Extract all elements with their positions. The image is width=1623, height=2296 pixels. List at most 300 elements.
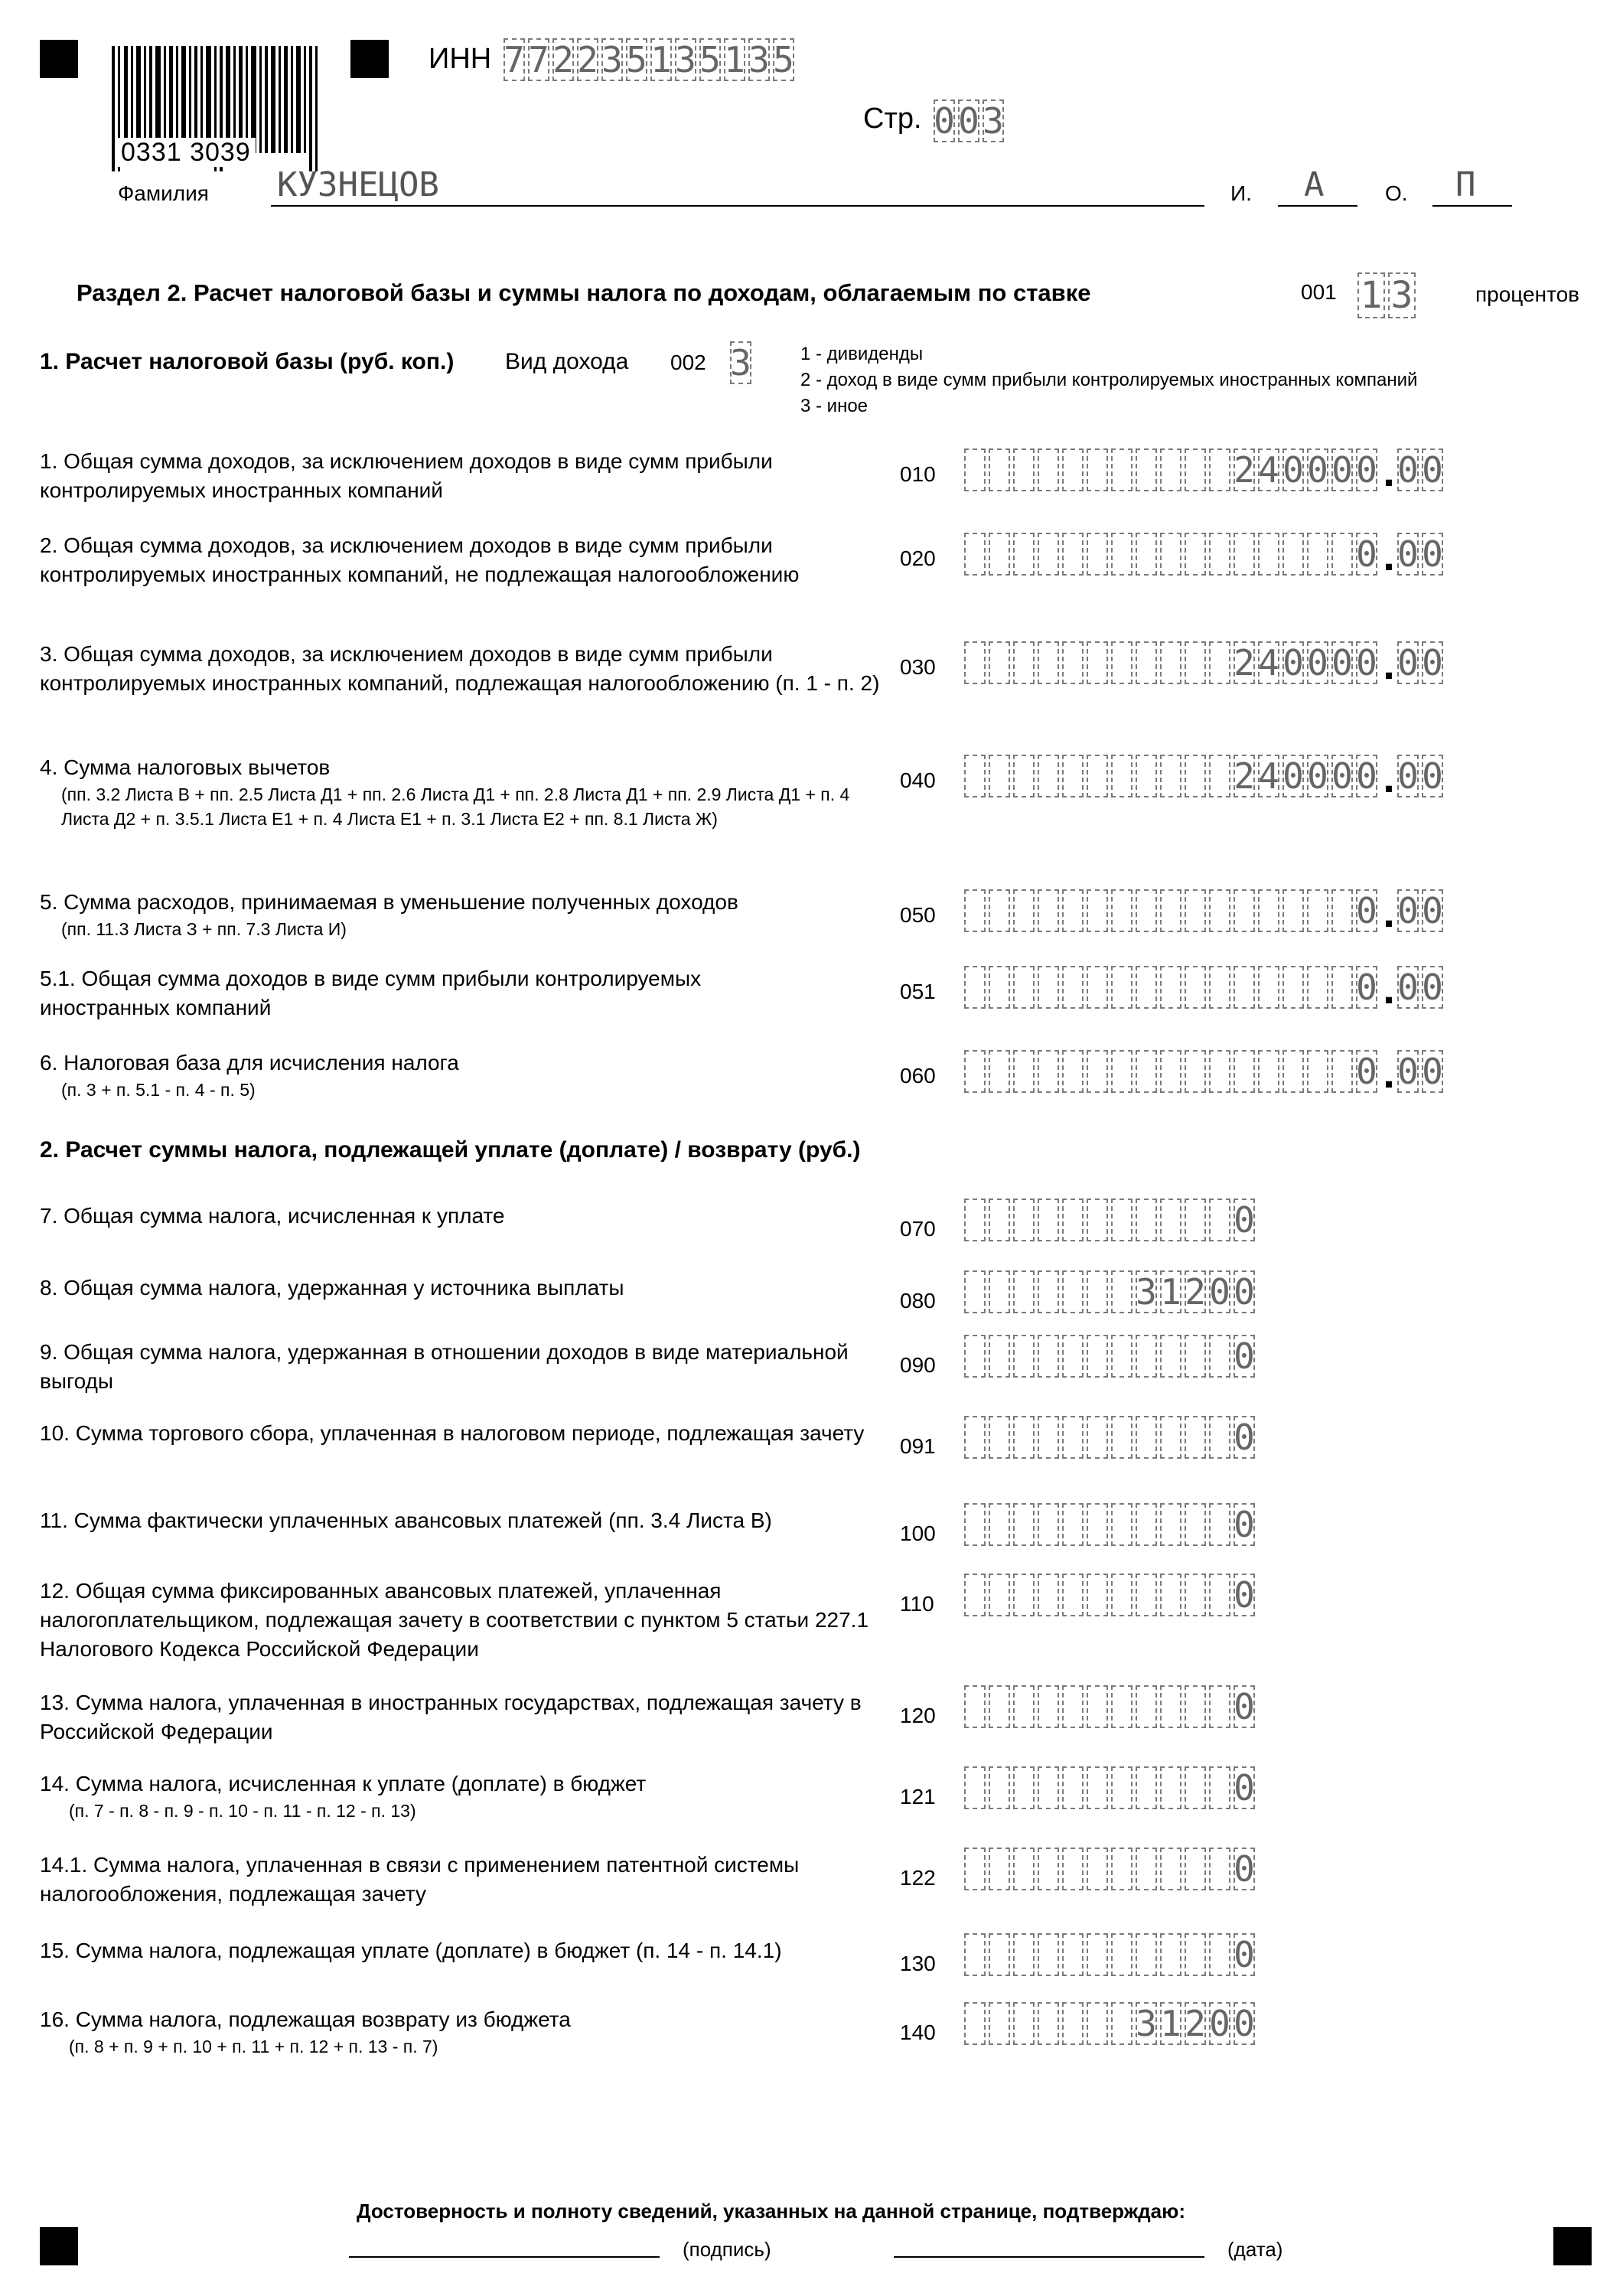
digit-cell[interactable]	[1209, 1933, 1230, 1976]
digit-cell[interactable]: 1	[724, 39, 745, 80]
digit-cell[interactable]	[1307, 966, 1328, 1009]
digit-cell[interactable]	[989, 533, 1010, 576]
digit-cell[interactable]	[1160, 533, 1181, 576]
digit-cell[interactable]	[1087, 889, 1108, 932]
digit-cell[interactable]	[1209, 1685, 1230, 1728]
digit-cell[interactable]	[1062, 1766, 1084, 1809]
digit-cell[interactable]: 0	[1307, 642, 1328, 683]
digit-cell[interactable]: 2	[577, 39, 598, 80]
digit-cell[interactable]	[1185, 533, 1206, 576]
digit-cell[interactable]	[1282, 889, 1304, 932]
digit-cell[interactable]: 0	[1234, 1848, 1255, 1890]
digit-cell[interactable]: 0	[1422, 449, 1443, 491]
digit-cell[interactable]	[1160, 1050, 1181, 1093]
digit-cell[interactable]	[1087, 1335, 1108, 1378]
digit-cell[interactable]	[1234, 889, 1255, 932]
digit-cell[interactable]	[964, 2002, 986, 2045]
digit-cell[interactable]	[989, 1199, 1010, 1241]
digit-cell[interactable]	[1209, 1335, 1230, 1378]
digit-cell[interactable]	[1136, 448, 1157, 491]
digit-cell[interactable]	[1111, 641, 1133, 684]
digit-cell[interactable]: 4	[1258, 642, 1279, 683]
digit-cell[interactable]: 3	[675, 39, 696, 80]
digit-cell[interactable]: 3	[983, 100, 1004, 142]
surname-value[interactable]: КУЗНЕЦОВ	[277, 165, 439, 204]
amount-cells[interactable]	[964, 1270, 1258, 1313]
digit-cell[interactable]: 2	[1234, 449, 1255, 491]
digit-cell[interactable]	[1160, 448, 1181, 491]
digit-cell[interactable]	[1160, 1335, 1181, 1378]
digit-cell[interactable]	[1062, 641, 1084, 684]
digit-cell[interactable]	[1136, 889, 1157, 932]
digit-cell[interactable]	[1038, 641, 1059, 684]
digit-cell[interactable]	[1185, 1574, 1206, 1616]
digit-cell[interactable]	[1062, 1685, 1084, 1728]
digit-cell[interactable]	[1087, 1685, 1108, 1728]
amount-cells[interactable]	[964, 2002, 1258, 2045]
digit-cell[interactable]	[989, 889, 1010, 932]
initial-i-value[interactable]: А	[1304, 165, 1325, 204]
digit-cell[interactable]	[1136, 1685, 1157, 1728]
digit-cell[interactable]	[964, 1685, 986, 1728]
digit-cell[interactable]	[1185, 966, 1206, 1009]
digit-cell[interactable]	[1331, 533, 1353, 576]
digit-cell[interactable]: 0	[1397, 967, 1419, 1008]
digit-cell[interactable]	[1258, 966, 1279, 1009]
digit-cell[interactable]	[1209, 641, 1230, 684]
digit-cell[interactable]	[1087, 1199, 1108, 1241]
digit-cell[interactable]	[1013, 1574, 1035, 1616]
digit-cell[interactable]	[1111, 533, 1133, 576]
digit-cell[interactable]	[1307, 889, 1328, 932]
digit-cell[interactable]	[1111, 1270, 1133, 1313]
amount-cells[interactable]	[964, 1335, 1258, 1378]
digit-cell[interactable]	[1185, 641, 1206, 684]
amount-cells[interactable]	[964, 531, 1446, 579]
signature-line[interactable]	[349, 2256, 660, 2258]
digit-cell[interactable]: 0	[1331, 755, 1353, 797]
digit-cell[interactable]	[964, 889, 986, 932]
digit-cell[interactable]	[1038, 1848, 1059, 1890]
digit-cell[interactable]	[1087, 755, 1108, 797]
digit-cell[interactable]	[1185, 1685, 1206, 1728]
digit-cell[interactable]	[989, 755, 1010, 797]
digit-cell[interactable]	[1038, 1199, 1059, 1241]
digit-cell[interactable]	[964, 1848, 986, 1890]
digit-cell[interactable]	[1038, 966, 1059, 1009]
digit-cell[interactable]	[1062, 1050, 1084, 1093]
digit-cell[interactable]	[964, 1270, 986, 1313]
digit-cell[interactable]: 0	[1422, 890, 1443, 931]
digit-cell[interactable]	[1331, 889, 1353, 932]
digit-cell[interactable]	[1136, 641, 1157, 684]
digit-cell[interactable]	[1038, 1270, 1059, 1313]
digit-cell[interactable]: 0	[1397, 755, 1419, 797]
amount-cells[interactable]	[964, 1503, 1258, 1546]
digit-cell[interactable]	[1013, 755, 1035, 797]
digit-cell[interactable]	[1160, 889, 1181, 932]
digit-cell[interactable]: 0	[1282, 449, 1304, 491]
digit-cell[interactable]	[964, 1933, 986, 1976]
digit-cell[interactable]: 0	[1422, 642, 1443, 683]
digit-cell[interactable]	[1111, 966, 1133, 1009]
digit-cell[interactable]: 4	[1258, 449, 1279, 491]
digit-cell[interactable]	[1185, 1335, 1206, 1378]
digit-cell[interactable]	[1062, 1335, 1084, 1378]
digit-cell[interactable]	[1087, 1766, 1108, 1809]
digit-cell[interactable]	[1160, 1848, 1181, 1890]
digit-cell[interactable]: 0	[1331, 449, 1353, 491]
digit-cell[interactable]: 0	[1209, 1271, 1230, 1313]
digit-cell[interactable]: 0	[1209, 2003, 1230, 2044]
digit-cell[interactable]	[989, 1766, 1010, 1809]
digit-cell[interactable]	[1160, 966, 1181, 1009]
amount-cells[interactable]	[964, 1199, 1258, 1241]
digit-cell[interactable]	[1013, 1270, 1035, 1313]
digit-cell[interactable]: 0	[1422, 533, 1443, 575]
digit-cell[interactable]	[1282, 1050, 1304, 1093]
digit-cell[interactable]	[1087, 1416, 1108, 1459]
digit-cell[interactable]: 0	[1282, 642, 1304, 683]
digit-cell[interactable]	[989, 1503, 1010, 1546]
digit-cell[interactable]	[1160, 1933, 1181, 1976]
digit-cell[interactable]	[1160, 1574, 1181, 1616]
digit-cell[interactable]	[1062, 1416, 1084, 1459]
digit-cell[interactable]	[1136, 1933, 1157, 1976]
digit-cell[interactable]: 3	[1136, 2003, 1157, 2044]
digit-cell[interactable]	[1185, 448, 1206, 491]
digit-cell[interactable]	[989, 1685, 1010, 1728]
digit-cell[interactable]	[1111, 1766, 1133, 1809]
digit-cell[interactable]	[1013, 641, 1035, 684]
digit-cell[interactable]	[1160, 1766, 1181, 1809]
digit-cell[interactable]	[964, 755, 986, 797]
digit-cell[interactable]	[1087, 533, 1108, 576]
amount-cells[interactable]	[964, 964, 1446, 1013]
digit-cell[interactable]: 0	[1234, 1767, 1255, 1808]
digit-cell[interactable]	[964, 1503, 986, 1546]
digit-cell[interactable]: 0	[1234, 1417, 1255, 1458]
digit-cell[interactable]	[1013, 1848, 1035, 1890]
digit-cell[interactable]: 2	[1185, 1271, 1206, 1313]
digit-cell[interactable]: 3	[748, 39, 770, 80]
digit-cell[interactable]	[1038, 1574, 1059, 1616]
digit-cell[interactable]	[1038, 2002, 1059, 2045]
digit-cell[interactable]	[964, 1416, 986, 1459]
digit-cell[interactable]: 1	[650, 39, 672, 80]
digit-cell[interactable]	[1136, 1848, 1157, 1890]
income-type-cell[interactable]: 3	[730, 342, 751, 383]
digit-cell[interactable]: 0	[1234, 1504, 1255, 1545]
digit-cell[interactable]	[1209, 966, 1230, 1009]
digit-cell[interactable]	[1111, 1685, 1133, 1728]
digit-cell[interactable]	[1111, 1574, 1133, 1616]
digit-cell[interactable]	[1087, 1933, 1108, 1976]
digit-cell[interactable]	[1111, 1503, 1133, 1546]
amount-cells[interactable]	[964, 888, 1446, 936]
digit-cell[interactable]: 2	[1234, 642, 1255, 683]
digit-cell[interactable]: 4	[1258, 755, 1279, 797]
digit-cell[interactable]	[1136, 1503, 1157, 1546]
digit-cell[interactable]	[1111, 1933, 1133, 1976]
amount-cells[interactable]	[964, 1766, 1258, 1809]
digit-cell[interactable]	[1038, 448, 1059, 491]
digit-cell[interactable]	[1160, 1503, 1181, 1546]
digit-cell[interactable]	[989, 1270, 1010, 1313]
digit-cell[interactable]: 0	[1307, 755, 1328, 797]
digit-cell[interactable]	[1209, 1848, 1230, 1890]
digit-cell[interactable]	[1038, 1933, 1059, 1976]
digit-cell[interactable]: 5	[773, 39, 794, 80]
digit-cell[interactable]	[989, 966, 1010, 1009]
digit-cell[interactable]	[1062, 533, 1084, 576]
digit-cell[interactable]	[1062, 448, 1084, 491]
digit-cell[interactable]	[989, 1574, 1010, 1616]
digit-cell[interactable]	[1013, 1766, 1035, 1809]
amount-cells[interactable]	[964, 753, 1446, 801]
digit-cell[interactable]	[1185, 755, 1206, 797]
digit-cell[interactable]	[1013, 1503, 1035, 1546]
digit-cell[interactable]	[1013, 1050, 1035, 1093]
digit-cell[interactable]: 0	[1397, 642, 1419, 683]
digit-cell[interactable]	[1209, 1199, 1230, 1241]
amount-cells[interactable]	[964, 1049, 1446, 1097]
digit-cell[interactable]	[989, 1416, 1010, 1459]
digit-cell[interactable]: 0	[1397, 890, 1419, 931]
digit-cell[interactable]	[1136, 1335, 1157, 1378]
digit-cell[interactable]: 0	[1234, 1336, 1255, 1377]
digit-cell[interactable]	[1038, 1503, 1059, 1546]
digit-cell[interactable]	[1013, 1335, 1035, 1378]
digit-cell[interactable]	[1209, 1416, 1230, 1459]
digit-cell[interactable]	[1013, 533, 1035, 576]
digit-cell[interactable]	[1209, 448, 1230, 491]
digit-cell[interactable]	[1087, 1270, 1108, 1313]
digit-cell[interactable]: 0	[1397, 533, 1419, 575]
digit-cell[interactable]	[1013, 1685, 1035, 1728]
date-line[interactable]	[894, 2256, 1204, 2258]
digit-cell[interactable]	[1258, 533, 1279, 576]
digit-cell[interactable]	[1185, 1933, 1206, 1976]
digit-cell[interactable]	[1136, 1050, 1157, 1093]
digit-cell[interactable]: 0	[1356, 1051, 1377, 1092]
digit-cell[interactable]: 3	[1136, 1271, 1157, 1313]
digit-cell[interactable]	[1258, 1050, 1279, 1093]
digit-cell[interactable]	[1087, 448, 1108, 491]
digit-cell[interactable]: 0	[1234, 1199, 1255, 1241]
digit-cell[interactable]	[989, 448, 1010, 491]
digit-cell[interactable]	[1331, 1050, 1353, 1093]
digit-cell[interactable]	[1013, 2002, 1035, 2045]
digit-cell[interactable]	[1062, 1574, 1084, 1616]
digit-cell[interactable]	[1136, 1766, 1157, 1809]
digit-cell[interactable]: 1	[1160, 1271, 1181, 1313]
digit-cell[interactable]	[1062, 1933, 1084, 1976]
digit-cell[interactable]	[1234, 533, 1255, 576]
digit-cell[interactable]: 0	[1397, 1051, 1419, 1092]
digit-cell[interactable]	[964, 533, 986, 576]
digit-cell[interactable]	[964, 1574, 986, 1616]
digit-cell[interactable]	[1111, 1199, 1133, 1241]
digit-cell[interactable]	[1209, 1503, 1230, 1546]
digit-cell[interactable]	[1136, 1416, 1157, 1459]
rate-cells[interactable]	[1357, 272, 1419, 318]
digit-cell[interactable]: 0	[1356, 449, 1377, 491]
digit-cell[interactable]	[1111, 1416, 1133, 1459]
digit-cell[interactable]	[1038, 1685, 1059, 1728]
digit-cell[interactable]	[1160, 1199, 1181, 1241]
digit-cell[interactable]	[1087, 1848, 1108, 1890]
initial-o-value[interactable]: П	[1455, 165, 1476, 204]
digit-cell[interactable]	[1136, 533, 1157, 576]
amount-cells[interactable]	[964, 447, 1446, 495]
digit-cell[interactable]	[1209, 755, 1230, 797]
digit-cell[interactable]	[1038, 1050, 1059, 1093]
digit-cell[interactable]	[1111, 1050, 1133, 1093]
digit-cell[interactable]: 1	[1160, 2003, 1181, 2044]
digit-cell[interactable]: 5	[699, 39, 721, 80]
digit-cell[interactable]	[989, 1848, 1010, 1890]
digit-cell[interactable]	[1038, 1766, 1059, 1809]
digit-cell[interactable]: 2	[552, 39, 574, 80]
digit-cell[interactable]	[1062, 1199, 1084, 1241]
digit-cell[interactable]	[1136, 1199, 1157, 1241]
digit-cell[interactable]	[1038, 1416, 1059, 1459]
digit-cell[interactable]: 0	[1422, 967, 1443, 1008]
digit-cell[interactable]: 3	[601, 39, 623, 80]
digit-cell[interactable]	[1062, 1848, 1084, 1890]
digit-cell[interactable]	[1038, 533, 1059, 576]
digit-cell[interactable]	[1136, 966, 1157, 1009]
digit-cell[interactable]	[1062, 889, 1084, 932]
digit-cell[interactable]	[1013, 889, 1035, 932]
digit-cell[interactable]	[1062, 1503, 1084, 1546]
digit-cell[interactable]	[964, 1335, 986, 1378]
digit-cell[interactable]	[1062, 1270, 1084, 1313]
digit-cell[interactable]: 5	[626, 39, 647, 80]
digit-cell[interactable]	[1185, 889, 1206, 932]
digit-cell[interactable]	[1136, 755, 1157, 797]
digit-cell[interactable]	[1038, 889, 1059, 932]
digit-cell[interactable]	[1087, 1503, 1108, 1546]
digit-cell[interactable]	[1062, 755, 1084, 797]
digit-cell[interactable]	[1209, 1050, 1230, 1093]
digit-cell[interactable]	[1013, 1933, 1035, 1976]
digit-cell[interactable]: 0	[1422, 755, 1443, 797]
digit-cell[interactable]: 0	[1307, 449, 1328, 491]
digit-cell[interactable]	[964, 1050, 986, 1093]
digit-cell[interactable]	[1111, 448, 1133, 491]
digit-cell[interactable]	[1307, 1050, 1328, 1093]
digit-cell[interactable]: 0	[1356, 642, 1377, 683]
digit-cell[interactable]	[1307, 533, 1328, 576]
digit-cell[interactable]: 0	[1356, 890, 1377, 931]
digit-cell[interactable]	[1160, 1416, 1181, 1459]
digit-cell[interactable]	[989, 641, 1010, 684]
digit-cell[interactable]	[1087, 641, 1108, 684]
digit-cell[interactable]	[1111, 2002, 1133, 2045]
digit-cell[interactable]	[964, 966, 986, 1009]
digit-cell[interactable]	[1185, 1503, 1206, 1546]
digit-cell[interactable]: 0	[1234, 1271, 1255, 1313]
digit-cell[interactable]: 0	[1234, 1686, 1255, 1727]
digit-cell[interactable]	[1111, 1335, 1133, 1378]
digit-cell[interactable]: 0	[1331, 642, 1353, 683]
digit-cell[interactable]: 7	[504, 39, 525, 80]
digit-cell[interactable]	[1185, 1416, 1206, 1459]
digit-cell[interactable]: 0	[1422, 1051, 1443, 1092]
amount-cells[interactable]	[964, 1848, 1258, 1890]
digit-cell[interactable]	[1209, 889, 1230, 932]
digit-cell[interactable]: 2	[1185, 2003, 1206, 2044]
digit-cell[interactable]	[1209, 1574, 1230, 1616]
digit-cell[interactable]: 0	[1356, 967, 1377, 1008]
amount-cells[interactable]	[964, 1416, 1258, 1459]
digit-cell[interactable]: 3	[1388, 272, 1416, 318]
digit-cell[interactable]	[1234, 1050, 1255, 1093]
digit-cell[interactable]	[1209, 1766, 1230, 1809]
digit-cell[interactable]: 2	[1234, 755, 1255, 797]
digit-cell[interactable]	[1209, 533, 1230, 576]
digit-cell[interactable]	[1185, 1050, 1206, 1093]
digit-cell[interactable]	[1331, 966, 1353, 1009]
digit-cell[interactable]: 0	[1234, 2003, 1255, 2044]
digit-cell[interactable]	[1185, 1766, 1206, 1809]
amount-cells[interactable]	[964, 1685, 1258, 1728]
inn-cells[interactable]	[504, 38, 797, 81]
digit-cell[interactable]	[1087, 1050, 1108, 1093]
digit-cell[interactable]	[1013, 1199, 1035, 1241]
digit-cell[interactable]	[964, 1199, 986, 1241]
digit-cell[interactable]: 1	[1357, 272, 1385, 318]
digit-cell[interactable]	[1062, 2002, 1084, 2045]
digit-cell[interactable]	[989, 1335, 1010, 1378]
digit-cell[interactable]: 0	[1282, 755, 1304, 797]
digit-cell[interactable]	[1087, 966, 1108, 1009]
digit-cell[interactable]	[1160, 641, 1181, 684]
digit-cell[interactable]	[964, 641, 986, 684]
amount-cells[interactable]	[964, 640, 1446, 688]
digit-cell[interactable]	[1013, 966, 1035, 1009]
digit-cell[interactable]	[989, 1050, 1010, 1093]
digit-cell[interactable]: 0	[1397, 449, 1419, 491]
digit-cell[interactable]: 0	[958, 100, 979, 142]
digit-cell[interactable]: 7	[528, 39, 549, 80]
digit-cell[interactable]	[1185, 1199, 1206, 1241]
digit-cell[interactable]	[1282, 966, 1304, 1009]
digit-cell[interactable]: 0	[934, 100, 955, 142]
digit-cell[interactable]	[964, 1766, 986, 1809]
digit-cell[interactable]	[1013, 448, 1035, 491]
digit-cell[interactable]	[1160, 755, 1181, 797]
digit-cell[interactable]: 0	[1234, 1574, 1255, 1616]
amount-cells[interactable]	[964, 1574, 1258, 1616]
digit-cell[interactable]	[1087, 1574, 1108, 1616]
digit-cell[interactable]	[1160, 1685, 1181, 1728]
digit-cell[interactable]	[1185, 1848, 1206, 1890]
digit-cell[interactable]	[1038, 1335, 1059, 1378]
digit-cell[interactable]	[1282, 533, 1304, 576]
digit-cell[interactable]	[1111, 755, 1133, 797]
digit-cell[interactable]: 0	[1356, 755, 1377, 797]
digit-cell[interactable]	[1013, 1416, 1035, 1459]
digit-cell[interactable]	[1234, 966, 1255, 1009]
digit-cell[interactable]	[1087, 2002, 1108, 2045]
digit-cell[interactable]	[989, 1933, 1010, 1976]
digit-cell[interactable]	[989, 2002, 1010, 2045]
digit-cell[interactable]: 0	[1356, 533, 1377, 575]
digit-cell[interactable]	[1136, 1574, 1157, 1616]
